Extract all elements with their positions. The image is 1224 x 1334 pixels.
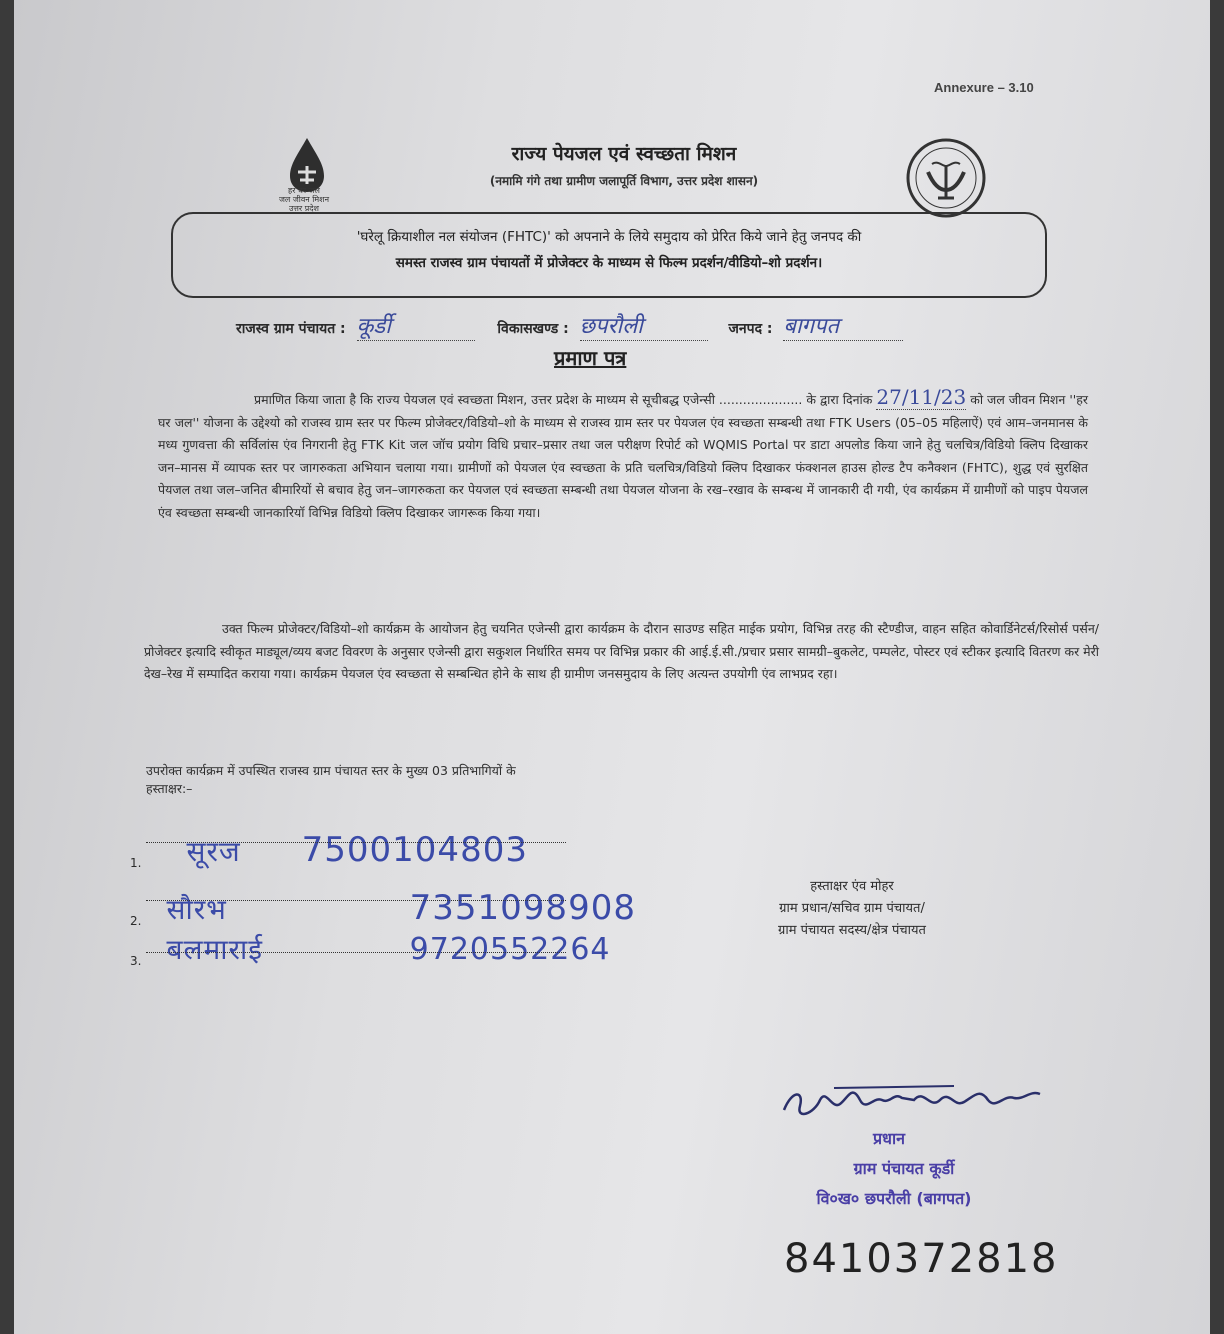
- annexure-label: Annexure – 3.10: [934, 80, 1034, 95]
- event-date: 27/11/23: [876, 385, 967, 409]
- signature-designation-line1: हस्ताक्षर एंव मोहर: [810, 879, 894, 894]
- participant-number: 2.: [130, 914, 142, 928]
- participant-phone: 7500104803: [301, 830, 528, 870]
- org-title: राज्य पेयजल एवं स्वच्छता मिशन: [511, 143, 737, 165]
- participants-intro-line1: उपरोक्त कार्यक्रम में उपस्थित राजस्व ग्राम पंचायत स्तर के मुख्य 03 प्रतिभागियों के: [146, 763, 516, 778]
- signature-line-2: [146, 900, 566, 901]
- program-title-line2: समस्त राजस्व ग्राम पंचायतों में प्रोजेक्टर के माध्यम से फिल्म प्रदर्शन/वीडियो–शो प्रदर्शन।: [395, 255, 823, 271]
- stamp-line1: प्रधान: [873, 1129, 905, 1148]
- block-label: विकासखण्ड :: [497, 321, 569, 337]
- signature-designation-line3: ग्राम पंचायत सदस्य/क्षेत्र पंचायत: [778, 923, 926, 938]
- stamp-line2: ग्राम पंचायत कूर्डी: [853, 1159, 955, 1178]
- signature-line-1: [146, 842, 566, 843]
- logo-caption: [254, 186, 354, 213]
- panchayat-field[interactable]: [357, 310, 475, 341]
- pradhan-signature: [774, 1070, 1054, 1130]
- participant-name: सूरज: [186, 835, 241, 868]
- pradhan-stamp: [774, 1124, 1034, 1214]
- stamp-line3: वि०ख० छपरौली (बागपत): [816, 1189, 972, 1208]
- participant-row-3: [130, 930, 730, 968]
- participant-number: 3.: [130, 954, 142, 968]
- district-value: बागपत: [783, 314, 840, 339]
- location-fields: [236, 310, 1036, 341]
- paragraph-1-before-date: प्रमाणित किया जाता है कि राज्य पेयजल एवं स्वच्छता मिशन, उत्तर प्रदेश के माध्यम से सूचीबद्ध एजेन्सी ..................... के द्वारा दिनांक: [254, 392, 873, 407]
- handwritten-phone-number: 8410372818: [784, 1236, 1059, 1282]
- participants-intro-line2: हस्ताक्षर:–: [146, 781, 193, 796]
- paragraph-1: [158, 386, 1088, 525]
- block-field[interactable]: [580, 310, 708, 341]
- district-field[interactable]: [783, 310, 903, 341]
- participant-phone: 9720552264: [409, 932, 611, 967]
- document-page: [14, 0, 1210, 1334]
- signature-line-3: [146, 952, 566, 953]
- logo-caption-line1: हर घर जल: [288, 186, 320, 195]
- paragraph-1-after-date: को जल जीवन मिशन ''हर घर जल'' योजना के उद्देश्यो को राजस्व ग्राम स्तर पर फिल्म प्रोजेक्टर/विडियो–शो के माध्यम से राजस्व ग्राम स्तर पर पेयजल एंव स्वच्छता सम्बन्धी तथा FTK Users (05–05 महिलाऐं) एवं आम–जनमानस के मध्य गुणवत्ता की सर्विलांस एंव निगरानी हेतु FTK Kit जल जॉच प्रयोग विधि प्रचार–प्रसार तथा जल परीक्षण रिपोर्ट को WQMIS Portal पर डाटा अपलोड किया जाने हेतु चलचित्र/विडियो क्लिप दिखाकर जन–मानस में व्यापक स्तर पर जागरुकता अभियान चलाया गया। ग्रामीणों को पेयजल एंव स्वच्छता के प्रति चलचित्र/विडियो क्लिप दिखाकर फंक्शनल हाउस होल्ड टैप कनैक्शन (FHTC), शुद्ध एवं सुरक्षित पेयजल तथा जल–जनित बीमारियों से बचाव हेतु जन–जागरुकता कर पेयजल एवं स्वच्छता सम्बन्धी तथा पेयजल योजना के रख–रखाव के सम्बन्ध में जानकारी दी गयी, एंव कार्यक्रम में ग्रामीणों को पाइप पेयजल एंव स्वच्छता सम्बन्धी जानकारियॉ विभिन्न विडियो क्लिप दिखाकर जागरूक किया गया।: [158, 392, 1088, 520]
- participant-signatures: [130, 790, 730, 970]
- logo-caption-line2: जल जीवन मिशन: [278, 195, 330, 204]
- panchayat-label: राजस्व ग्राम पंचायत :: [236, 321, 346, 337]
- participant-row-1: [130, 830, 690, 870]
- up-government-emblem: [894, 136, 998, 220]
- district-label: जनपद :: [728, 321, 773, 337]
- paragraph-2: उक्त फिल्म प्रोजेक्टर/विडियो–शो कार्यक्रम के आयोजन हेतु चयनित एजेन्सी द्वारा कार्यक्रम के दौरान साउण्ड सहित माईक प्रयोग, विभिन्न तरह की स्टैण्डीज, वाहन सहित कोवार्डिनेटर्स/रिसोर्स पर्सन/प्रोजेक्टर इत्यादि स्वीकृत माड्यूल/व्यय बजट विवरण के अनुसार एजेन्सी द्वारा सकुशल निर्धारित समय पर विभिन्न प्रकार की आई.ई.सी./प्रचार प्रसार सामग्री–बुकलेट, पम्पलेट, पोस्टर एवं स्टीकर इत्यादि वितरण कर मेरी देख–रेख में सम्पादित कराया गया। कार्यक्रम पेयजल एंव स्वच्छता से सम्बन्धित होने के साथ ही ग्रामीण जनसमुदाय के लिए अत्यन्त उपयोगी एंव लाभप्रद रहा।: [144, 621, 1099, 682]
- signature-designation-line2: ग्राम प्रधान/सचिव ग्राम पंचायत/: [779, 901, 925, 916]
- participant-name: बलमाराई: [166, 933, 263, 966]
- program-title-text: [189, 224, 1029, 276]
- participant-phone: 7351098908: [409, 888, 636, 928]
- block-value: छपरौली: [579, 314, 643, 339]
- program-title-line1: 'घरेलू क्रियाशील नल संयोजन (FHTC)' को अपनाने के लिये समुदाय को प्रेरित किये जाने हेतु जनपद की: [356, 229, 862, 245]
- participant-row-2: [130, 888, 730, 928]
- logo-caption-line3: उत्तर प्रदेश: [289, 204, 319, 213]
- certificate-title: प्रमाण पत्र: [554, 346, 627, 370]
- participant-name: सौरभ: [166, 893, 227, 926]
- participant-number: 1.: [130, 856, 142, 870]
- panchayat-value: कूर्डी: [356, 314, 391, 339]
- org-subtitle: (नमामि गंगे तथा ग्रामीण जलापूर्ति विभाग, उत्तर प्रदेश शासन): [489, 174, 759, 188]
- signature-designation: [702, 876, 1002, 942]
